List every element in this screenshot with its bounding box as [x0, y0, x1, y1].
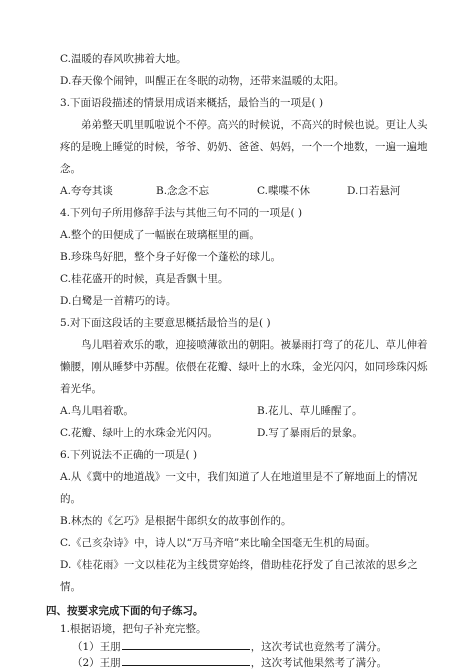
- q3-option-c: C.喋喋不休: [257, 185, 310, 197]
- q5-passage-line3: 着光华。: [60, 383, 102, 395]
- q3-option-d: D.口若悬河: [347, 185, 401, 197]
- q3-passage-line2: 疼的是晚上睡觉的时候，爷爷、奶奶、爸爸、妈妈，一个一个地数，一遍一遍地: [60, 141, 428, 153]
- q6-option-a-line1: A.从《冀中的地道战》一文中，我们知道了人在地道里是不了解地面上的情况: [60, 471, 418, 483]
- q6-stem: 6.下列说法不正确的一项是( ): [60, 449, 198, 461]
- q6-option-c: C.《己亥杂诗》中，诗人以“万马齐喑”来比喻全国毫无生机的局面。: [60, 537, 376, 549]
- q5-stem: 5.对下面这段话的主要意思概括最恰当的是( ): [60, 317, 271, 329]
- sentence-1-row: [72, 638, 387, 654]
- sentence-2-prefix: （2）王朋: [72, 657, 121, 669]
- q5-option-d: D.写了暴雨后的景象。: [257, 427, 363, 439]
- q5-passage-line1: 鸟儿唱着欢乐的歌，迎接喷薄欲出的朝阳。被暴雨打弯了的花儿、草儿伸着: [81, 339, 428, 351]
- sentence-1-prefix: （1）王朋: [72, 641, 121, 653]
- q3-passage-line1: 弟弟整天叽里呱啦说个不停。高兴的时候说，不高兴的时候也说。更让人头: [81, 119, 428, 131]
- sentence-1-blank[interactable]: [122, 638, 250, 650]
- section-4-item-1: 1.根据语境，把句子补充完整。: [60, 623, 207, 635]
- q2-option-d: D.春天像个闹钟，叫醒正在冬眠的动物，还带来温暖的太阳。: [60, 75, 345, 87]
- section-4-title: 四、按要求完成下面的句子练习。: [46, 605, 204, 617]
- q4-option-d: D.白鹭是一首精巧的诗。: [60, 295, 177, 307]
- q6-option-a-line2: 的。: [60, 493, 81, 505]
- q5-passage-line2: 懒腰，刚从睡梦中苏醒。依偎在花瓣、绿叶上的水珠，金光闪闪，如同珍珠闪烁: [60, 361, 428, 373]
- q6-option-d-line2: 情。: [60, 581, 81, 593]
- q4-option-c: C.桂花盛开的时候，真是香飘十里。: [60, 273, 229, 285]
- q4-stem: 4.下列句子所用修辞手法与其他三句不同的一项是( ): [60, 207, 303, 219]
- q3-passage-line3: 念。: [60, 163, 81, 175]
- q6-option-b: B.林杰的《乞巧》是根据牛郎织女的故事创作的。: [60, 515, 292, 527]
- sentence-2-row: [72, 654, 387, 670]
- sentence-2-blank[interactable]: [122, 654, 250, 666]
- q5-option-c: C.花瓣、绿叶上的水珠金光闪闪。: [60, 427, 218, 439]
- q5-option-a: A.鸟儿唱着歌。: [60, 405, 134, 417]
- q3-stem: 3.下面语段描述的情景用成语来概括，最恰当的一项是( ): [60, 97, 324, 109]
- q2-option-c: C.温暖的春风吹拂着大地。: [60, 53, 187, 65]
- sentence-1-suffix: ，这次考试也竟然考了满分。: [250, 641, 388, 653]
- q3-option-b: B.念念不忘: [156, 185, 210, 197]
- q4-option-a: A.整个的田便成了一幅嵌在玻璃框里的画。: [60, 229, 260, 241]
- sentence-2-suffix: ，这次考试他果然考了满分。: [250, 657, 388, 669]
- q4-option-b: B.珍珠鸟好肥，整个身子好像一个蓬松的球儿。: [60, 251, 282, 263]
- q6-option-d-line1: D.《桂花雨》一文以桂花为主线贯穿始终，借助桂花抒发了自己浓浓的思乡之: [60, 559, 418, 571]
- q3-option-a: A.夸夸其谈: [60, 185, 113, 197]
- q5-option-b: B.花儿、草儿睡醒了。: [257, 405, 363, 417]
